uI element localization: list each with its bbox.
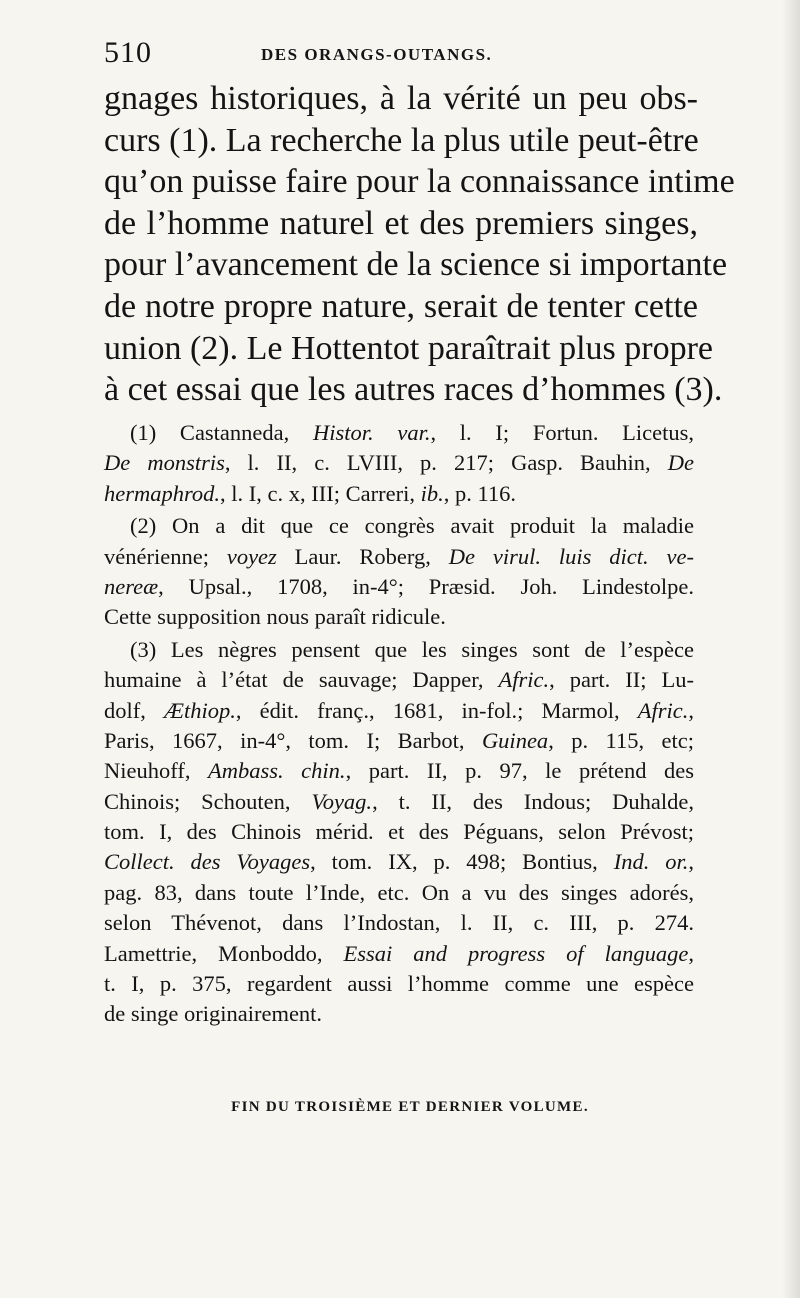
note-text: , part. II; Lu- bbox=[549, 667, 694, 693]
note-italic: De bbox=[667, 450, 694, 476]
footnote-2-line bbox=[104, 572, 694, 602]
note-italic: Ind. or. bbox=[613, 849, 689, 875]
note-text: (1) Castanneda, bbox=[130, 420, 313, 445]
note-text: , part. II, p. 97, le prétend des bbox=[345, 758, 694, 784]
note-text: Lamettrie, Monboddo, bbox=[104, 940, 344, 966]
note-text: , Upsal., 1708, in-4°; Præsid. Joh. Lindestolpe. bbox=[158, 573, 694, 599]
note-italic: Ambass. chin. bbox=[208, 758, 346, 784]
note-italic: hermaphrod. bbox=[104, 480, 221, 506]
note-text: , bbox=[688, 940, 694, 966]
footnote-1-line bbox=[104, 479, 694, 509]
page-header bbox=[104, 36, 704, 76]
body-line: de notre propre nature, serait de tenter cette bbox=[104, 287, 698, 325]
footnote-3-line: t. I, p. 375, regardent aussi l’homme comme une espèce bbox=[104, 971, 694, 997]
note-text: humaine à l’état de sauvage; Dapper, bbox=[104, 667, 499, 693]
note-italic: De monstris bbox=[104, 450, 225, 476]
footnote-2-line: (2) On a dit que ce congrès avait produit la maladie bbox=[130, 513, 694, 539]
note-text: , p. 115, etc; bbox=[548, 727, 694, 753]
footnote-3-line: pag. 83, dans toute l’Inde, etc. On a vu des singes adorés, bbox=[104, 879, 694, 905]
body-line: de l’homme naturel et des premiers singes, bbox=[104, 204, 698, 242]
note-text: vénérienne; bbox=[104, 543, 227, 569]
note-italic: voyez bbox=[226, 543, 277, 569]
page-number: 510 bbox=[104, 36, 152, 69]
body-line: curs (1). La recherche la plus utile peut-être bbox=[104, 121, 699, 159]
body-line: gnages historiques, à la vérité un peu obs- bbox=[104, 80, 698, 117]
footnotes bbox=[104, 418, 694, 1030]
note-italic: Collect. des Voyages bbox=[104, 849, 311, 875]
note-italic: Afric. bbox=[637, 697, 689, 723]
footnote-3-line bbox=[104, 847, 694, 877]
note-text: Laur. Roberg, bbox=[276, 543, 449, 569]
note-text: , tom. IX, p. 498; Bontius, bbox=[310, 849, 614, 875]
note-italic: De virul. luis dict. ve- bbox=[448, 543, 694, 569]
note-text: , l. II, c. LVIII, p. 217; Gasp. Bauhin, bbox=[224, 450, 668, 476]
footnote-3-line bbox=[104, 787, 694, 817]
footnote-3-line: selon Thévenot, dans l’Indostan, l. II, c. III, p. 274. bbox=[104, 910, 694, 936]
footnote-2-line: Cette supposition nous paraît ridicule. bbox=[104, 604, 446, 630]
note-italic: Afric. bbox=[498, 667, 550, 693]
note-text: dolf, bbox=[104, 697, 165, 723]
body-line: pour l’avancement de la science si importante bbox=[104, 246, 728, 284]
note-text: , bbox=[688, 849, 694, 875]
body-line: qu’on puisse faire pour la connaissance intime bbox=[104, 163, 735, 201]
main-paragraph bbox=[104, 78, 735, 411]
note-text: Paris, 1667, in-4°, tom. I; Barbot, bbox=[104, 727, 482, 753]
note-italic: Histor. var. bbox=[312, 420, 431, 445]
note-italic: Essai and progress of language bbox=[343, 940, 689, 966]
note-text: , édit. franç., 1681, in-fol.; Marmol, bbox=[235, 697, 638, 723]
footnote-3-line: tom. I, des Chinois mérid. et des Péguans, selon Prévost; bbox=[104, 819, 694, 845]
note-italic: Æthiop. bbox=[164, 697, 236, 723]
note-italic: nereæ bbox=[104, 573, 159, 599]
end-of-volume-text: FIN DU TROISIÈME ET DERNIER VOLUME. bbox=[231, 1099, 589, 1115]
footnote-3-line bbox=[104, 726, 694, 756]
footnote-3-line bbox=[104, 939, 694, 969]
footnote-3-line bbox=[104, 665, 694, 695]
note-text: Nieuhoff, bbox=[104, 758, 208, 784]
body-line: à cet essai que les autres races d’hommes (3). bbox=[104, 371, 723, 409]
note-italic: Voyag. bbox=[311, 788, 373, 814]
note-italic: Guinea bbox=[481, 727, 549, 753]
footnote-3-line: (3) Les nègres pensent que les singes sont de l’espèce bbox=[130, 636, 694, 662]
footnote-1-line bbox=[104, 418, 694, 448]
footnote-3-line bbox=[104, 756, 694, 786]
note-text: Chinois; Schouten, bbox=[104, 788, 312, 814]
footnote-3-line bbox=[104, 696, 694, 726]
running-head: DES ORANGS-OUTANGS. bbox=[261, 45, 493, 64]
note-text: , l. I; Fortun. Licetus, bbox=[430, 420, 695, 445]
footnote-2-line bbox=[104, 542, 694, 572]
note-text: , l. I, c. x, III; Carreri, bbox=[220, 480, 421, 506]
note-text: , p. 116. bbox=[443, 480, 517, 506]
body-line: union (2). Le Hottentot paraîtrait plus propre bbox=[104, 329, 713, 367]
footnote-3-line: de singe originairement. bbox=[104, 1001, 323, 1027]
footnote-1-line bbox=[104, 448, 694, 478]
note-text: , t. II, des Indous; Duhalde, bbox=[372, 788, 695, 814]
note-text: , bbox=[688, 697, 694, 723]
note-italic: ib. bbox=[420, 480, 444, 506]
